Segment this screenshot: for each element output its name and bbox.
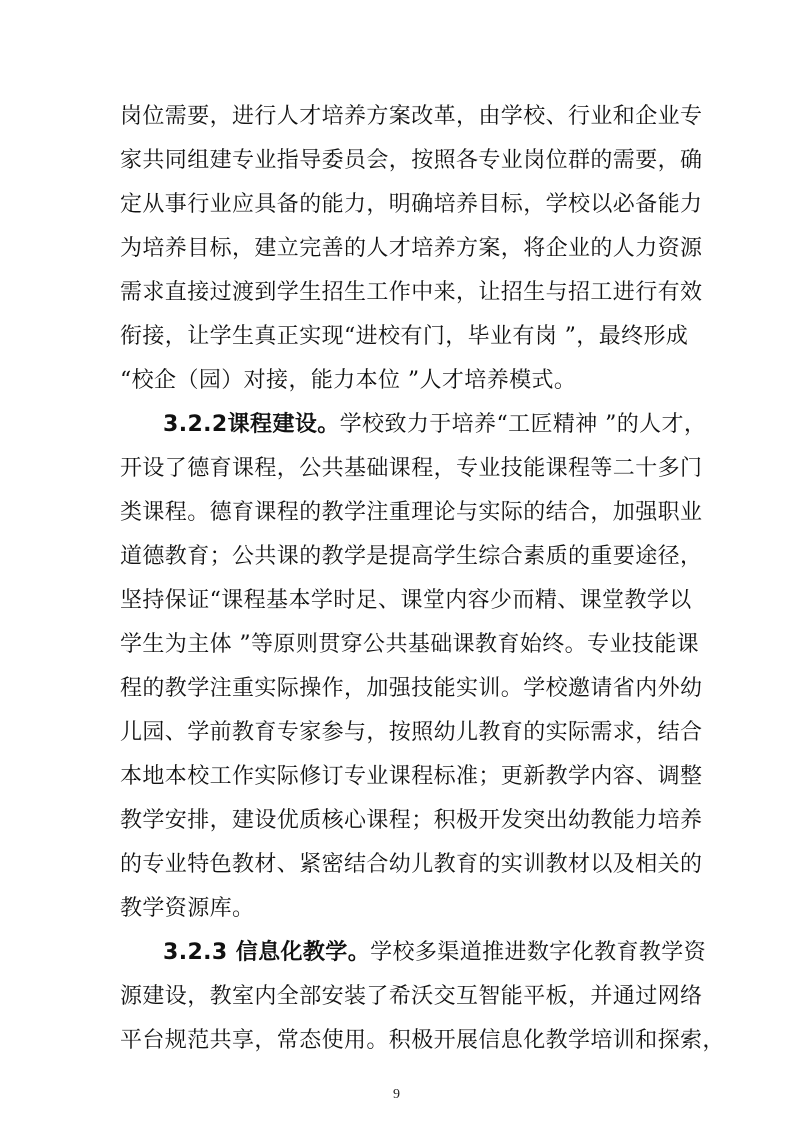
section-323-first-line-text: 学校多渠道推进数字化教育教学资 xyxy=(370,940,707,965)
paragraph-line: 学生为主体 ”等原则贯穿公共基础课教育始终。专业技能课 xyxy=(120,632,700,657)
paragraph-line: 类课程。德育课程的教学注重理论与实际的结合，加强职业 xyxy=(120,500,703,525)
section-322-first-line xyxy=(163,410,707,440)
paragraph-line: 源建设，教室内全部安装了希沃交互智能平板，并通过网络 xyxy=(120,984,703,1009)
paragraph-line: 教学安排，建设优质核心课程；积极开发突出幼教能力培养 xyxy=(120,808,703,833)
paragraph-line: 岗位需要，进行人才培养方案改革，由学校、行业和企业专 xyxy=(120,104,703,129)
paragraph-line: 本地本校工作实际修订专业课程标准；更新教学内容、调整 xyxy=(120,764,703,789)
paragraph-line: 衔接，让学生真正实现“进校有门，毕业有岗 ”，最终形成 xyxy=(120,324,689,349)
paragraph-line: 定从事行业应具备的能力，明确培养目标，学校以必备能力 xyxy=(120,192,703,217)
paragraph-line: 儿园、学前教育专家参与，按照幼儿教育的实际需求，结合 xyxy=(120,720,703,745)
section-323-first-line xyxy=(163,938,707,968)
paragraph-line: 程的教学注重实际操作，加强技能实训。学校邀请省内外幼 xyxy=(120,676,703,701)
paragraph-line: 道德教育；公共课的教学是提高学生综合素质的重要途径， xyxy=(120,544,703,569)
paragraph-line: 的专业特色教材、紧密结合幼儿教育的实训教材以及相关的 xyxy=(120,852,703,877)
paragraph-line: 开设了德育课程，公共基础课程，专业技能课程等二十多门 xyxy=(120,456,703,481)
paragraph-line: 需求直接过渡到学生招生工作中来，让招生与招工进行有效 xyxy=(120,280,703,305)
section-heading-3-2-2: 3.2.2课程建设。 xyxy=(163,412,340,437)
paragraph-line: 平台规范共享，常态使用。积极开展信息化教学培训和探索， xyxy=(120,1028,725,1053)
paragraph-line: 家共同组建专业指导委员会，按照各专业岗位群的需要，确 xyxy=(120,148,703,173)
page-number: 9 xyxy=(393,1087,400,1102)
paragraph-line: 坚持保证“课程基本学时足、课堂内容少而精、课堂教学以 xyxy=(120,588,692,613)
section-heading-3-2-3: 3.2.3 信息化教学。 xyxy=(163,940,371,965)
paragraph-line: “校企（园）对接，能力本位 ”人才培养模式。 xyxy=(120,368,577,393)
paragraph-line: 教学资源库。 xyxy=(120,896,255,921)
section-322-first-line-text: 学校致力于培养“工匠精神 ”的人才， xyxy=(339,412,707,437)
paragraph-line: 为培养目标，建立完善的人才培养方案，将企业的人力资源 xyxy=(120,236,703,261)
